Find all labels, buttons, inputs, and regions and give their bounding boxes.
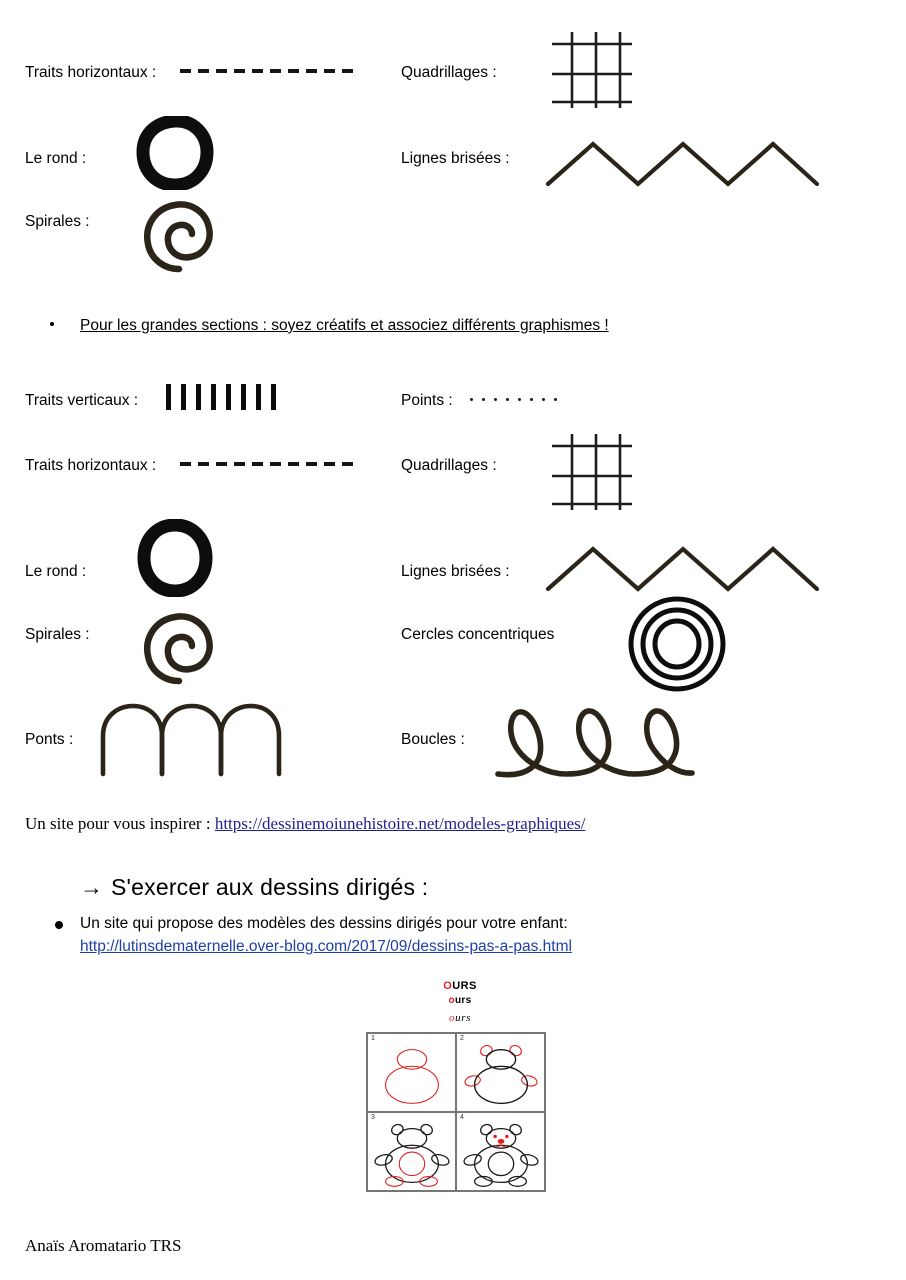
bear-step-number-4: 4	[460, 1114, 464, 1122]
bear-step-number-1: 1	[371, 1035, 375, 1042]
figure-zigzag-line-2	[545, 539, 821, 600]
bear-word-lower-first: o	[448, 994, 455, 1006]
bear-word-caps-first: O	[443, 980, 453, 992]
label-le-rond-1: Le rond :	[25, 150, 87, 167]
bear-step-cell-4	[456, 1112, 545, 1191]
label-lignes-brisees-2: Lignes brisées :	[401, 563, 510, 580]
inspiration-line	[25, 814, 585, 834]
note-bullet-row	[50, 318, 609, 334]
bear-word-caps	[410, 981, 510, 993]
bear-word-cursive-first: o	[449, 1012, 456, 1025]
bear-step-cell-1	[367, 1033, 456, 1112]
bear-step-drawing-3	[368, 1113, 455, 1190]
bear-step-cell-2	[456, 1033, 545, 1112]
bear-word-caps-rest: URS	[452, 980, 477, 992]
bear-step-number-3: 3	[371, 1114, 375, 1122]
label-points-2: Points :	[401, 392, 453, 409]
label-spirales-1: Spirales :	[25, 213, 90, 230]
label-le-rond-2: Le rond :	[25, 563, 87, 580]
exercise-bullet-link[interactable]: http://lutinsdematernelle.over-blog.com/2017/09/dessins-pas-a-pas.html	[80, 938, 572, 956]
label-spirales-2: Spirales :	[25, 626, 90, 643]
figure-grid-lines-2	[546, 430, 638, 517]
label-quadrillages-1: Quadrillages :	[401, 64, 497, 81]
label-quadrillages-2: Quadrillages :	[401, 457, 497, 474]
figure-loops	[492, 694, 698, 787]
label-boucles: Boucles :	[401, 731, 465, 748]
bullet-point-large-icon	[55, 921, 63, 929]
figure-spiral-1	[130, 196, 226, 281]
bear-step-number-2: 2	[460, 1035, 464, 1042]
figure-dashed-horizontal-line-1	[180, 69, 353, 73]
figure-grid-lines-1	[546, 28, 638, 115]
label-traits-horizontaux-1: Traits horizontaux :	[25, 64, 157, 81]
figure-arches	[96, 700, 286, 783]
inspiration-link[interactable]: https://dessinemoiunehistoire.net/modeles-graphiques/	[214, 814, 586, 833]
exercise-heading	[80, 874, 428, 901]
arrow-right-icon: →	[80, 874, 103, 900]
figure-dots-row-2	[470, 398, 557, 401]
bear-word-cursive	[410, 1013, 510, 1025]
bullet-point-icon	[50, 322, 54, 326]
document-footer: Anaïs Aromatario TRS	[25, 1236, 182, 1255]
figure-circle-ring-2	[136, 519, 214, 602]
bear-word-lower	[410, 996, 510, 1007]
bear-step-drawing-1	[368, 1034, 455, 1111]
bear-word-cursive-rest: urs	[455, 1012, 471, 1025]
label-cercles-concentriques: Cercles concentriques	[401, 626, 555, 643]
inspiration-prefix: Un site pour vous inspirer :	[25, 814, 215, 833]
figure-concentric-circles	[625, 593, 729, 700]
bear-step-drawing-4	[457, 1113, 544, 1190]
label-traits-horizontaux-2: Traits horizontaux :	[25, 457, 157, 474]
label-lignes-brisees-1: Lignes brisées :	[401, 150, 510, 167]
exercise-heading-text: S'exercer aux dessins dirigés :	[111, 874, 429, 900]
label-traits-verticaux-2: Traits verticaux :	[25, 392, 139, 409]
label-ponts: Ponts :	[25, 731, 74, 748]
bear-word-lower-rest: urs	[454, 994, 472, 1006]
bear-steps-grid	[366, 1032, 546, 1192]
figure-circle-ring-1	[136, 116, 214, 195]
note-bullet-text: Pour les grandes sections : soyez créatifs et associez différents graphismes !	[80, 317, 609, 334]
bear-step-cell-3	[367, 1112, 456, 1191]
bear-word-stack	[410, 981, 510, 1025]
exercise-bullet-row	[55, 913, 775, 956]
figure-vertical-strokes-2	[166, 384, 276, 410]
figure-dashed-horizontal-line-2	[180, 462, 353, 466]
figure-spiral-2	[130, 608, 226, 695]
figure-zigzag-line-1	[545, 134, 821, 195]
bear-step-drawing-2	[457, 1034, 544, 1111]
exercise-bullet-text: Un site qui propose des modèles des dessins dirigés pour votre enfant:	[80, 915, 568, 932]
